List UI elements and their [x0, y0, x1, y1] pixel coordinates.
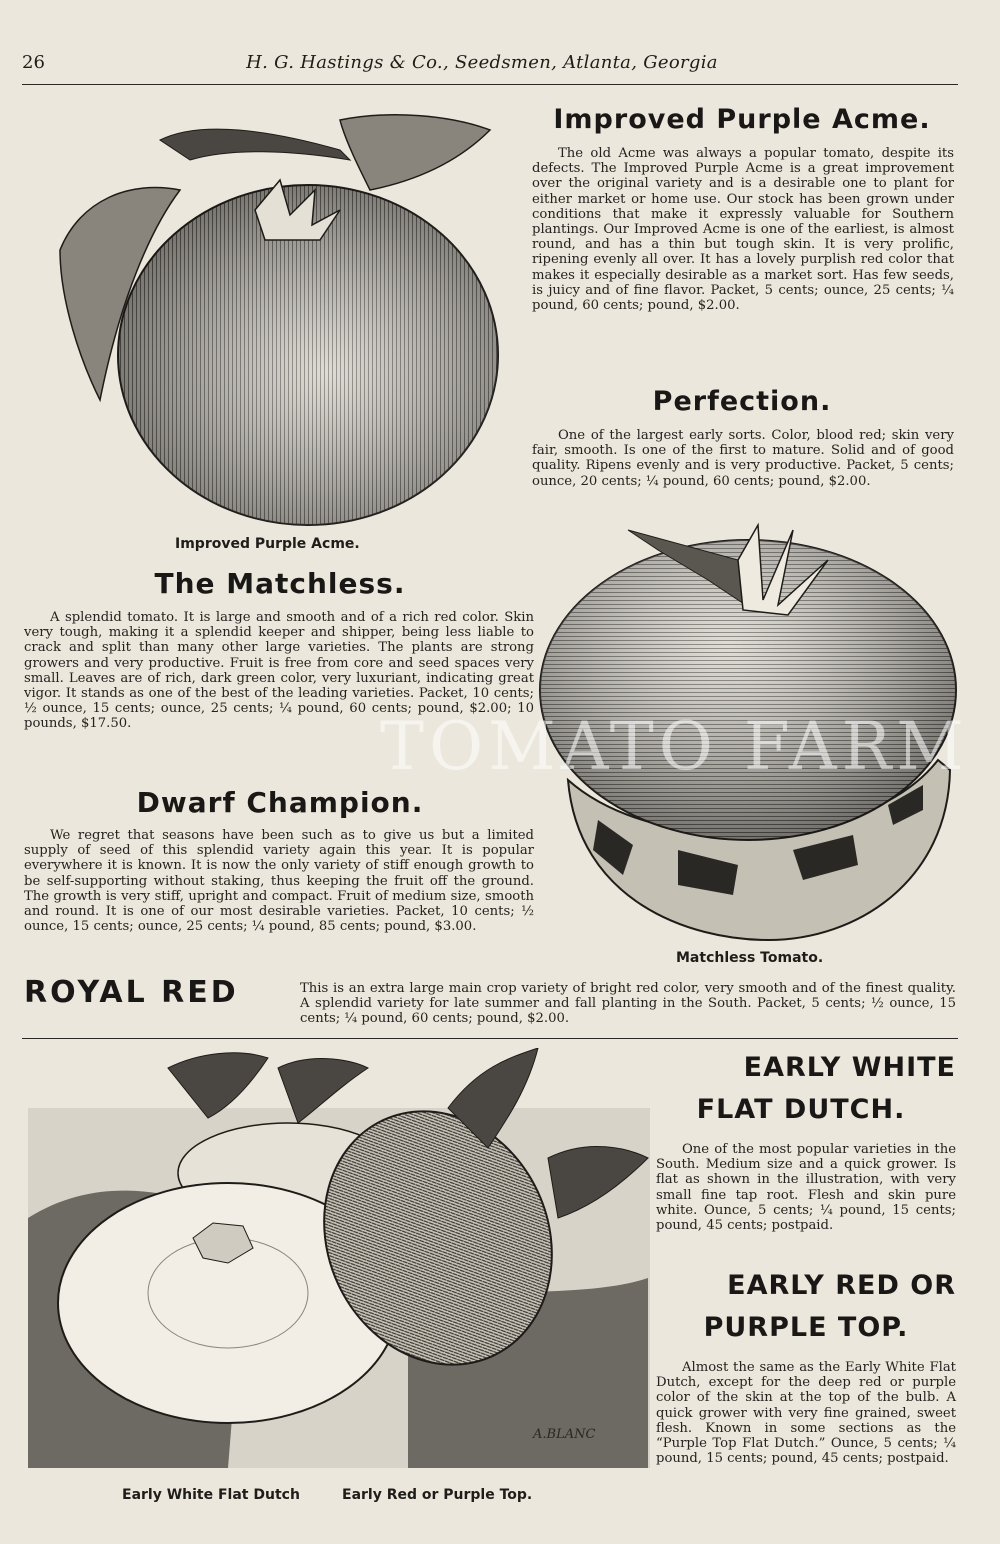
- perfection-body: One of the largest early sorts. Color, blood red; skin very fair, smooth. Is one of the first to mature. Solid and of good quality. Ripens evenly and is very productive. Packet, 5 cents; ounce, 20 cents; ¼ pound, 60 cents; pound, $2.00.: [532, 428, 954, 489]
- red-purple-top-title-1: EARLY RED OR: [727, 1270, 956, 1301]
- matchless-body: A splendid tomato. It is large and smooth and of a rich red color. Skin very tough, making it a splendid keeper and shipper, being less liable to crack and split than many other large varieties. The plants are strong growers and very productive. Fruit is free from core and seed spaces very small. Leaves are of rich, dark green color, very luxuriant, indicating great vigor. It stands as one of the best of the leading varieties. Packet, 10 cents; ½ ounce, 15 cents; ounce, 25 cents; ¼ pound, 60 cents; pound, $2.00; 10 pounds, $17.50.: [24, 610, 534, 732]
- section-rule: [22, 1038, 958, 1039]
- white-flat-dutch-body: One of the most popular varieties in the South. Medium size and a quick grower. Is flat as shown in the illustration, with very small fine tap root. Flesh and skin pure white. Ounce, 5 cents; ¼ pound, 15 cents; pound, 45 cents; postpaid.: [656, 1142, 956, 1234]
- dwarf-champion-title: Dwarf Champion.: [136, 786, 424, 819]
- page-header: [22, 52, 958, 80]
- white-flat-dutch-title-1: EARLY WHITE: [743, 1052, 956, 1083]
- purple-acme-caption: Improved Purple Acme.: [175, 536, 360, 552]
- red-purple-top-title-2: PURPLE TOP.: [703, 1312, 909, 1343]
- watermark: TOMATO FARM: [380, 708, 969, 785]
- purple-acme-body: The old Acme was always a popular tomato, despite its defects. The Improved Purple Acme is a great improvement over the original variety and is a desirable one to plant for either market or home use. Our stock has been grown under conditions that make it expressly valuable for Southern plantings. Our Improved Acme is one of the earliest, is almost round, and has a thin but tough skin. It is very prolific, ripening evenly all over. It has a lovely purplish red color that makes it especially desirable as a market sort. Has few seeds, is juicy and of fine flavor. Packet, 5 cents; ounce, 25 cents; ¼ pound, 60 cents; pound, $2.00.: [532, 146, 954, 314]
- page-number: 26: [22, 52, 45, 73]
- turnip-illustration: [28, 1048, 650, 1482]
- royal-red-body: This is an extra large main crop variety of bright red color, very smooth and of the finest quality. A splendid variety for late summer and fall planting in the South. Packet, 5 cents; ½ ounce, 15 cents; ¼ pound, 60 cents; pound, $2.00.: [300, 981, 956, 1027]
- royal-red-title: ROYAL RED: [24, 975, 239, 1010]
- white-flat-dutch-caption: Early White Flat Dutch: [122, 1487, 300, 1503]
- white-flat-dutch-title-2: FLAT DUTCH.: [696, 1094, 906, 1125]
- illustrator-signature: A.BLANC: [533, 1427, 596, 1442]
- dwarf-champion-body: We regret that seasons have been such as to give us but a limited supply of seed of this splendid variety again this year. It is popular everywhere it is known. It is now the only variety of stiff enough growth to be self-supporting without staking, thus keeping the fruit off the ground. The growth is very stiff, upright and compact. Fruit of medium size, smooth and round. It is one of our most desirable varieties. Packet, 10 cents; ½ ounce, 15 cents; ounce, 25 cents; ¼ pound, 85 cents; pound, $3.00.: [24, 828, 534, 935]
- perfection-title: Perfection.: [652, 386, 832, 417]
- red-purple-top-body: Almost the same as the Early White Flat Dutch, except for the deep red or purple color of the skin at the top of the bulb. A quick grower with very fine grained, sweet flesh. Known in some sections as the “Purple Top Flat Dutch.” Ounce, 5 cents; ¼ pound, 15 cents; pound, 45 cents; postpaid.: [656, 1360, 956, 1467]
- purple-acme-title: Improved Purple Acme.: [553, 104, 931, 135]
- red-purple-top-caption: Early Red or Purple Top.: [342, 1487, 533, 1503]
- matchless-title: The Matchless.: [154, 567, 406, 600]
- header-rule: [22, 84, 958, 85]
- running-title: H. G. Hastings & Co., Seedsmen, Atlanta, Georgia: [246, 52, 718, 73]
- purple-acme-illustration: [40, 100, 510, 530]
- matchless-caption: Matchless Tomato.: [676, 950, 824, 966]
